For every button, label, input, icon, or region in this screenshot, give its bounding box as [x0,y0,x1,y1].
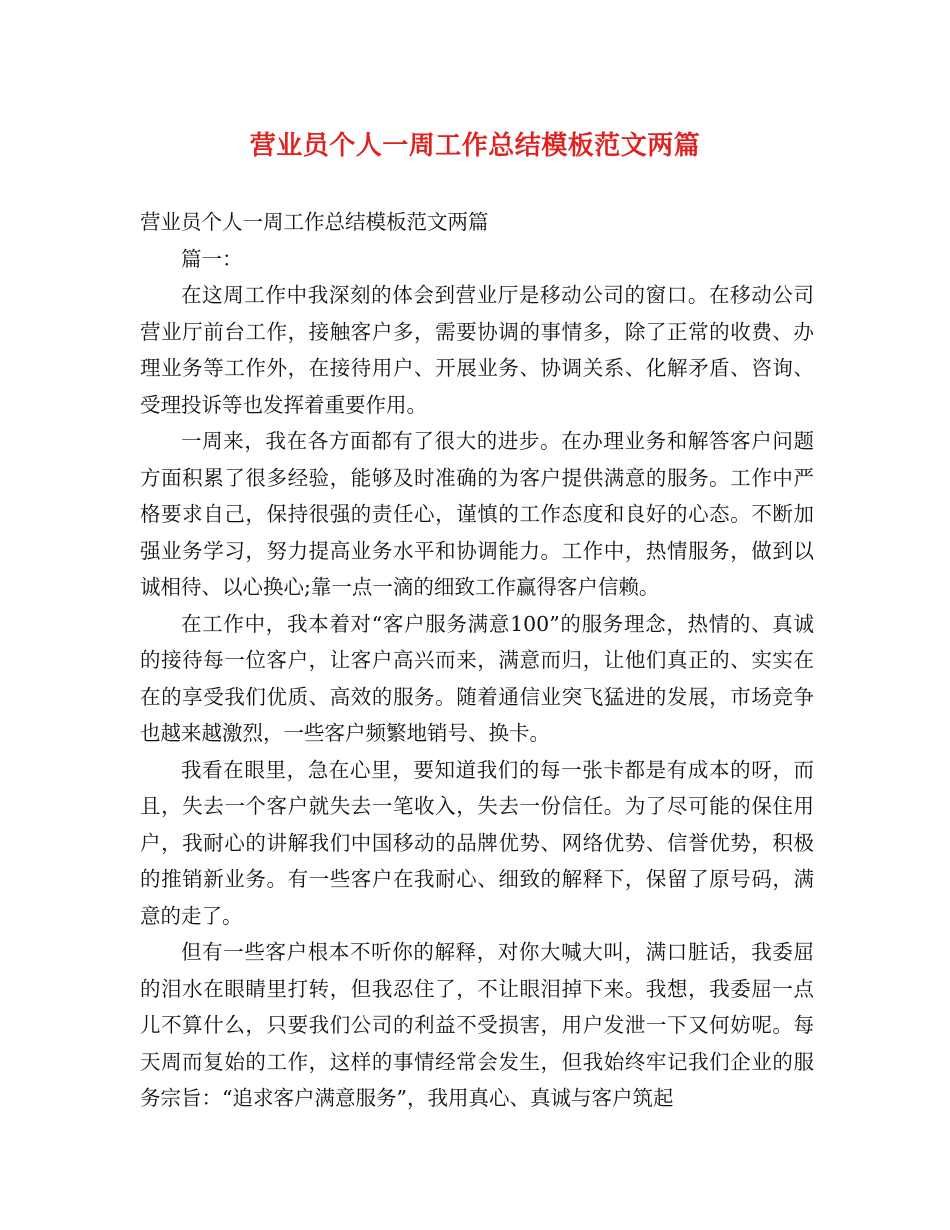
section-label: 篇一： [181,246,243,271]
document-title: 营业员个人一周工作总结模板范文两篇 [249,131,701,161]
paragraph: 在工作中，我本着对“客户服务满意100”的服务理念，热情的、真诚的接待每一位客户，让客户高兴而来，满意而归，让他们真正的、实实在在的享受我们优质、高效的服务。随着通信业突飞猛进的发展，市场竞争也越来越激烈，一些客户频繁地销号、换卡。 [140,611,814,745]
paragraph: 我看在眼里，急在心里，要知道我们的每一张卡都是有成本的呀，而且，失去一个客户就失去一笔收入，失去一份信任。为了尽可能的保住用户，我耐心的讲解我们中国移动的品牌优势、网络优势、信誉优势，积极的推销新业务。有一些客户在我耐心、细致的解释下，保留了原号码，满意的走了。 [140,757,814,928]
paragraph: 在这周工作中我深刻的体会到营业厅是移动公司的窗口。在移动公司营业厅前台工作，接触客户多，需要协调的事情多，除了正常的收费、办理业务等工作外，在接待用户、开展业务、协调关系、化解矛盾、咨询、受理投诉等也发挥着重要作用。 [140,283,814,417]
paragraph: 但有一些客户根本不听你的解释，对你大喊大叫，满口脏话，我委屈的泪水在眼睛里打转，但我忍住了，不让眼泪掉下来。我想，我委屈一点儿不算什么，只要我们公司的利益不受损害，用户发泄一下又何妨呢。每天周而复始的工作，这样的事情经常会发生，但我始终牢记我们企业的服务宗旨：“追求客户满意服务”，我用真心、真诚与客户筑起 [140,940,814,1110]
paragraph: 一周来，我在各方面都有了很大的进步。在办理业务和解答客户问题方面积累了很多经验，能够及时准确的为客户提供满意的服务。工作中严格要求自己，保持很强的责任心，谨慎的工作态度和良好的心态。不断加强业务学习，努力提高业务水平和协调能力。工作中，热情服务，做到以诚相待、以心换心;靠一点一滴的细致工作赢得客户信赖。 [140,429,814,599]
document-subtitle: 营业员个人一周工作总结模板范文两篇 [140,210,489,234]
document-body [140,204,814,1117]
